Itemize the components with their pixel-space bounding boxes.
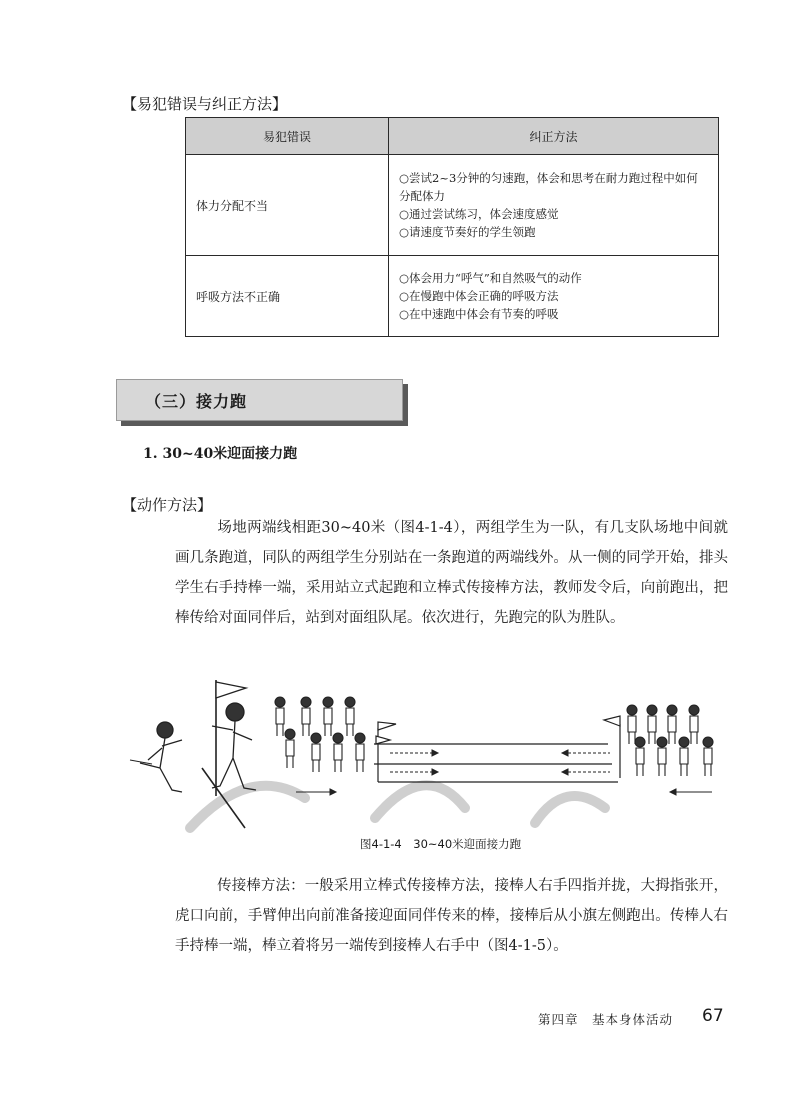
- correction-item: ○在慢跑中体会正确的呼吸方法: [399, 289, 559, 303]
- table-header-row: [186, 118, 719, 155]
- col-header-mistake: 易犯错误: [186, 118, 389, 155]
- correction-cell: [389, 256, 719, 337]
- watermark-strokes: [190, 785, 605, 828]
- method-heading: 【动作方法】: [122, 496, 213, 514]
- correction-item: ○体会用力“呼气”和自然吸气的动作: [399, 271, 582, 285]
- mistakes-heading: 【易犯错误与纠正方法】: [122, 95, 288, 113]
- correction-item: ○请速度节奏好的学生领跑: [399, 225, 536, 239]
- baton-method-text: 传接棒方法：一般采用立棒式传接棒方法，接棒人右手四指并拢，大拇指张开，虎口向前，手臂伸出向前准备接迎面同伴传来的棒，接棒后从小旗左侧跑出。传棒人右手持棒一端，棒立着将另一端传到接棒人右手中（图4-1-5）。: [175, 878, 728, 954]
- left-runners: [130, 680, 256, 828]
- subsection-title: 1. 30~40米迎面接力跑: [143, 446, 298, 462]
- left-team: [275, 697, 365, 772]
- correction-cell: [389, 155, 719, 256]
- relay-illustration: [120, 668, 720, 833]
- mistake-cell: 体力分配不当: [186, 155, 389, 256]
- correction-item: ○在中速跑中体会有节奏的呼吸: [399, 307, 559, 321]
- correction-item: ○尝试2~3分钟的匀速跑，体会和思考在耐力跑过程中如何分配体力: [399, 171, 698, 203]
- table-row: [186, 155, 719, 256]
- figure-caption: 图4-1-4 30~40米迎面接力跑: [360, 837, 522, 851]
- section-banner: [116, 379, 403, 421]
- baton-method-paragraph: [175, 871, 728, 961]
- method-paragraph: [175, 513, 728, 633]
- mistakes-table: [185, 117, 719, 337]
- table-row: [186, 256, 719, 337]
- section-title: （三）接力跑: [145, 392, 248, 411]
- page-number: 67: [702, 1006, 724, 1026]
- correction-item: ○通过尝试练习，体会速度感觉: [399, 207, 559, 221]
- method-paragraph-text: 场地两端线相距30~40米（图4-1-4），两组学生为一队，有几支队场地中间就画几条跑道，同队的两组学生分别站在一条跑道的两端线外。从一侧的同学开始，排头学生右手持棒一端，采用站立式起跑和立棒式传接棒方法，教师发令后，向前跑出，把棒传给对面同伴后，站到对面组队尾。依次进行，先跑完的队为胜队。: [175, 520, 728, 626]
- footer-chapter-title: 第四章 基本身体活动: [538, 1012, 674, 1027]
- mistake-cell: 呼吸方法不正确: [186, 256, 389, 337]
- right-team: [627, 705, 713, 776]
- col-header-correction: 纠正方法: [389, 118, 719, 155]
